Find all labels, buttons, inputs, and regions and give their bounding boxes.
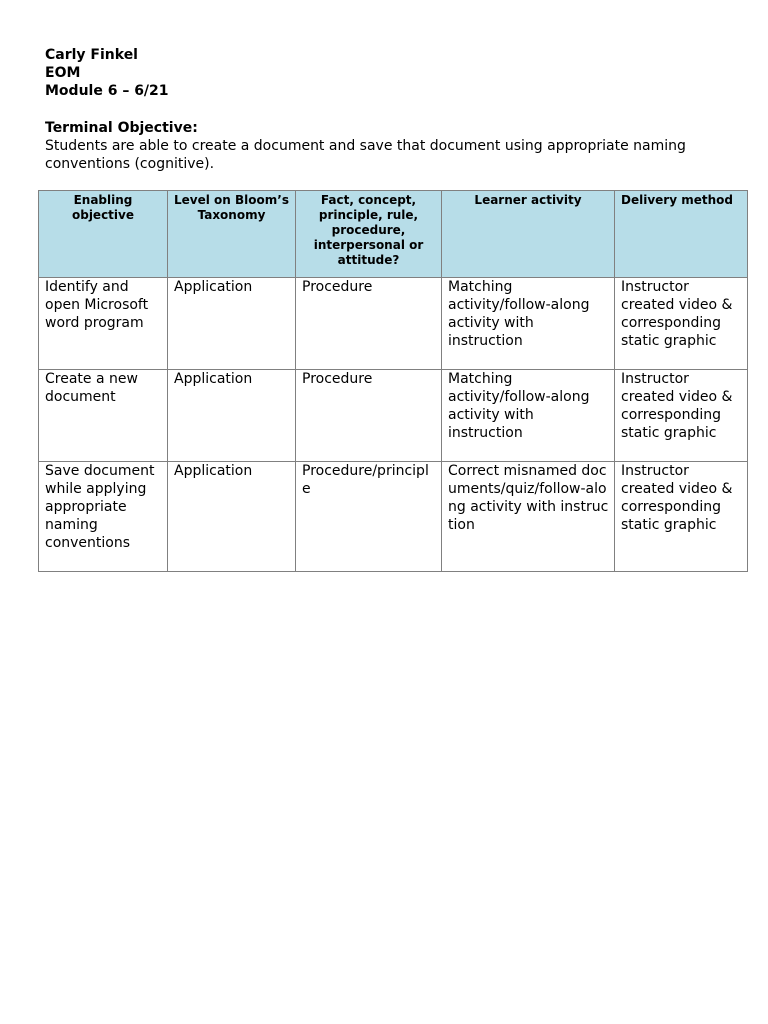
module-label: Module 6 – 6/21	[45, 83, 169, 99]
course-name: EOM	[45, 65, 81, 81]
cell-enabling-objective: Save document while applying appropriate naming conventions	[39, 462, 168, 572]
column-header-bloom-level: Level on Bloom’s Taxonomy	[168, 191, 296, 278]
author-name: Carly Finkel	[45, 47, 138, 63]
cell-learner-activity: Matching activity/follow-along activity with instruction	[442, 278, 615, 370]
objectives-table	[38, 190, 748, 572]
column-header-type: Fact, concept, principle, rule, procedure, interpersonal or attitude?	[296, 191, 442, 278]
column-header-delivery-method: Delivery method	[615, 191, 748, 278]
table-row	[39, 462, 748, 572]
table-header-row	[39, 191, 748, 278]
cell-bloom-level: Application	[168, 370, 296, 462]
cell-enabling-objective: Create a new document	[39, 370, 168, 462]
table-row	[39, 278, 748, 370]
column-header-learner-activity: Learner activity	[442, 191, 615, 278]
cell-type: Procedure/principle	[296, 462, 442, 572]
column-header-enabling-objective: Enabling objective	[39, 191, 168, 278]
cell-bloom-level: Application	[168, 462, 296, 572]
cell-delivery-method: Instructor created video & corresponding static graphic	[615, 462, 748, 572]
cell-enabling-objective: Identify and open Microsoft word program	[39, 278, 168, 370]
terminal-objective-heading: Terminal Objective:	[45, 120, 198, 136]
cell-type: Procedure	[296, 370, 442, 462]
terminal-objective-text: Students are able to create a document and save that document using appropriate naming conventions (cognitive).	[45, 138, 686, 172]
cell-delivery-method: Instructor created video & corresponding static graphic	[615, 278, 748, 370]
cell-delivery-method: Instructor created video & corresponding static graphic	[615, 370, 748, 462]
cell-bloom-level: Application	[168, 278, 296, 370]
cell-learner-activity: Matching activity/follow-along activity with instruction	[442, 370, 615, 462]
cell-type: Procedure	[296, 278, 442, 370]
cell-learner-activity: Correct misnamed documents/quiz/follow-along activity with instruction	[442, 462, 615, 572]
document-header	[45, 46, 169, 100]
table-row	[39, 370, 748, 462]
